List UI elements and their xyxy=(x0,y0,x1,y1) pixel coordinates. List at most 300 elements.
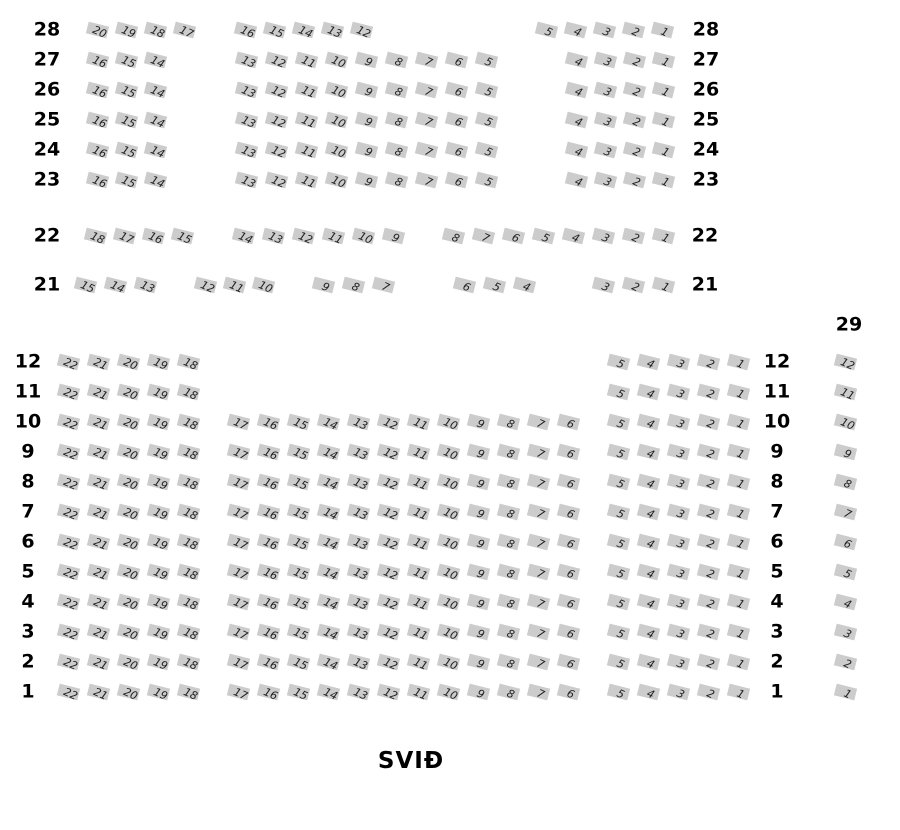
seat[interactable] xyxy=(557,624,580,641)
seat[interactable] xyxy=(475,82,498,99)
seat[interactable] xyxy=(325,82,348,99)
seat[interactable] xyxy=(177,414,200,431)
seat[interactable] xyxy=(232,228,255,245)
seat[interactable] xyxy=(622,22,645,39)
seat[interactable] xyxy=(235,172,258,189)
seat[interactable] xyxy=(637,564,660,581)
seat[interactable] xyxy=(607,384,630,401)
seat[interactable] xyxy=(322,228,345,245)
seat[interactable] xyxy=(637,654,660,671)
seat[interactable] xyxy=(727,624,750,641)
seat[interactable] xyxy=(445,112,468,129)
seat[interactable] xyxy=(194,277,217,294)
seat[interactable] xyxy=(727,564,750,581)
seat[interactable] xyxy=(86,22,109,39)
seat[interactable] xyxy=(177,444,200,461)
seat[interactable] xyxy=(697,474,720,491)
seat[interactable] xyxy=(527,504,550,521)
seat[interactable] xyxy=(607,414,630,431)
seat[interactable] xyxy=(607,624,630,641)
seat[interactable] xyxy=(147,474,170,491)
seat[interactable] xyxy=(623,172,646,189)
seat[interactable] xyxy=(442,228,465,245)
seat[interactable] xyxy=(147,384,170,401)
seat[interactable] xyxy=(727,654,750,671)
seat[interactable] xyxy=(57,384,80,401)
seat[interactable] xyxy=(287,564,310,581)
seat[interactable] xyxy=(317,624,340,641)
seat[interactable] xyxy=(227,474,250,491)
seat[interactable] xyxy=(377,444,400,461)
seat[interactable] xyxy=(227,654,250,671)
seat[interactable] xyxy=(177,564,200,581)
seat[interactable] xyxy=(535,22,558,39)
seat[interactable] xyxy=(355,112,378,129)
seat[interactable] xyxy=(377,684,400,701)
seat[interactable] xyxy=(497,684,520,701)
seat[interactable] xyxy=(467,504,490,521)
seat[interactable] xyxy=(177,654,200,671)
seat[interactable] xyxy=(295,52,318,69)
seat[interactable] xyxy=(727,384,750,401)
seat[interactable] xyxy=(527,474,550,491)
seat[interactable] xyxy=(147,684,170,701)
seat[interactable] xyxy=(385,52,408,69)
seat[interactable] xyxy=(834,624,857,641)
seat[interactable] xyxy=(235,142,258,159)
seat[interactable] xyxy=(527,684,550,701)
seat[interactable] xyxy=(177,624,200,641)
seat[interactable] xyxy=(407,624,430,641)
seat[interactable] xyxy=(147,444,170,461)
seat[interactable] xyxy=(142,228,165,245)
seat[interactable] xyxy=(565,82,588,99)
seat[interactable] xyxy=(117,624,140,641)
seat[interactable] xyxy=(223,277,246,294)
seat[interactable] xyxy=(355,82,378,99)
seat[interactable] xyxy=(407,474,430,491)
seat[interactable] xyxy=(235,112,258,129)
seat[interactable] xyxy=(347,684,370,701)
seat[interactable] xyxy=(667,444,690,461)
seat[interactable] xyxy=(295,112,318,129)
seat[interactable] xyxy=(697,684,720,701)
seat[interactable] xyxy=(86,52,109,69)
seat[interactable] xyxy=(607,684,630,701)
seat[interactable] xyxy=(86,82,109,99)
seat[interactable] xyxy=(235,82,258,99)
seat[interactable] xyxy=(377,534,400,551)
seat[interactable] xyxy=(437,594,460,611)
seat[interactable] xyxy=(445,82,468,99)
seat[interactable] xyxy=(607,534,630,551)
seat[interactable] xyxy=(637,534,660,551)
seat[interactable] xyxy=(557,474,580,491)
seat[interactable] xyxy=(147,354,170,371)
seat[interactable] xyxy=(377,414,400,431)
seat[interactable] xyxy=(437,564,460,581)
seat[interactable] xyxy=(592,228,615,245)
seat[interactable] xyxy=(834,684,857,701)
seat[interactable] xyxy=(622,228,645,245)
seat[interactable] xyxy=(177,684,200,701)
seat[interactable] xyxy=(87,534,110,551)
seat[interactable] xyxy=(87,684,110,701)
seat[interactable] xyxy=(355,142,378,159)
seat[interactable] xyxy=(557,564,580,581)
seat[interactable] xyxy=(697,564,720,581)
seat[interactable] xyxy=(147,654,170,671)
seat[interactable] xyxy=(321,22,344,39)
seat[interactable] xyxy=(57,654,80,671)
seat[interactable] xyxy=(113,228,136,245)
seat[interactable] xyxy=(527,624,550,641)
seat[interactable] xyxy=(385,172,408,189)
seat[interactable] xyxy=(252,277,275,294)
seat[interactable] xyxy=(652,52,675,69)
seat[interactable] xyxy=(475,172,498,189)
seat[interactable] xyxy=(325,172,348,189)
seat[interactable] xyxy=(527,414,550,431)
seat[interactable] xyxy=(727,504,750,521)
seat[interactable] xyxy=(87,444,110,461)
seat[interactable] xyxy=(347,654,370,671)
seat[interactable] xyxy=(317,534,340,551)
seat[interactable] xyxy=(475,112,498,129)
seat[interactable] xyxy=(637,594,660,611)
seat[interactable] xyxy=(347,444,370,461)
seat[interactable] xyxy=(667,564,690,581)
seat[interactable] xyxy=(117,564,140,581)
seat[interactable] xyxy=(257,654,280,671)
seat[interactable] xyxy=(171,228,194,245)
seat[interactable] xyxy=(312,277,335,294)
seat[interactable] xyxy=(147,624,170,641)
seat[interactable] xyxy=(497,594,520,611)
seat[interactable] xyxy=(144,82,167,99)
seat[interactable] xyxy=(144,112,167,129)
seat[interactable] xyxy=(227,504,250,521)
seat[interactable] xyxy=(377,594,400,611)
seat[interactable] xyxy=(727,354,750,371)
seat[interactable] xyxy=(727,594,750,611)
seat[interactable] xyxy=(593,22,616,39)
seat[interactable] xyxy=(467,414,490,431)
seat[interactable] xyxy=(385,142,408,159)
seat[interactable] xyxy=(117,444,140,461)
seat[interactable] xyxy=(385,82,408,99)
seat[interactable] xyxy=(557,534,580,551)
seat[interactable] xyxy=(235,52,258,69)
seat[interactable] xyxy=(407,654,430,671)
seat[interactable] xyxy=(652,82,675,99)
seat[interactable] xyxy=(527,534,550,551)
seat[interactable] xyxy=(607,474,630,491)
seat[interactable] xyxy=(382,228,405,245)
seat[interactable] xyxy=(637,684,660,701)
seat[interactable] xyxy=(667,534,690,551)
seat[interactable] xyxy=(445,172,468,189)
seat[interactable] xyxy=(502,228,525,245)
seat[interactable] xyxy=(377,654,400,671)
seat[interactable] xyxy=(144,52,167,69)
seat[interactable] xyxy=(385,112,408,129)
seat[interactable] xyxy=(437,504,460,521)
seat[interactable] xyxy=(637,624,660,641)
seat[interactable] xyxy=(257,594,280,611)
seat[interactable] xyxy=(467,564,490,581)
seat[interactable] xyxy=(697,534,720,551)
seat[interactable] xyxy=(834,444,857,461)
seat[interactable] xyxy=(347,414,370,431)
seat[interactable] xyxy=(407,684,430,701)
seat[interactable] xyxy=(834,564,857,581)
seat[interactable] xyxy=(697,414,720,431)
seat[interactable] xyxy=(117,534,140,551)
seat[interactable] xyxy=(377,564,400,581)
seat[interactable] xyxy=(74,277,97,294)
seat[interactable] xyxy=(325,112,348,129)
seat[interactable] xyxy=(257,474,280,491)
seat[interactable] xyxy=(147,534,170,551)
seat[interactable] xyxy=(87,474,110,491)
seat[interactable] xyxy=(372,277,395,294)
seat[interactable] xyxy=(564,22,587,39)
seat[interactable] xyxy=(317,594,340,611)
seat[interactable] xyxy=(557,414,580,431)
seat[interactable] xyxy=(227,414,250,431)
seat[interactable] xyxy=(607,654,630,671)
seat[interactable] xyxy=(325,52,348,69)
seat[interactable] xyxy=(445,52,468,69)
seat[interactable] xyxy=(117,654,140,671)
seat[interactable] xyxy=(475,52,498,69)
seat[interactable] xyxy=(265,142,288,159)
seat[interactable] xyxy=(623,112,646,129)
seat[interactable] xyxy=(834,384,857,401)
seat[interactable] xyxy=(415,172,438,189)
seat[interactable] xyxy=(227,444,250,461)
seat[interactable] xyxy=(667,684,690,701)
seat[interactable] xyxy=(317,414,340,431)
seat[interactable] xyxy=(257,444,280,461)
seat[interactable] xyxy=(263,22,286,39)
seat[interactable] xyxy=(622,277,645,294)
seat[interactable] xyxy=(117,354,140,371)
seat[interactable] xyxy=(86,142,109,159)
seat[interactable] xyxy=(565,142,588,159)
seat[interactable] xyxy=(287,474,310,491)
seat[interactable] xyxy=(347,504,370,521)
seat[interactable] xyxy=(667,474,690,491)
seat[interactable] xyxy=(347,564,370,581)
seat[interactable] xyxy=(287,624,310,641)
seat[interactable] xyxy=(623,142,646,159)
seat[interactable] xyxy=(697,504,720,521)
seat[interactable] xyxy=(257,684,280,701)
seat[interactable] xyxy=(697,444,720,461)
seat[interactable] xyxy=(437,624,460,641)
seat[interactable] xyxy=(117,504,140,521)
seat[interactable] xyxy=(415,112,438,129)
seat[interactable] xyxy=(147,564,170,581)
seat[interactable] xyxy=(415,52,438,69)
seat[interactable] xyxy=(352,228,375,245)
seat[interactable] xyxy=(557,654,580,671)
seat[interactable] xyxy=(287,534,310,551)
seat[interactable] xyxy=(177,384,200,401)
seat[interactable] xyxy=(497,444,520,461)
seat[interactable] xyxy=(115,172,138,189)
seat[interactable] xyxy=(407,444,430,461)
seat[interactable] xyxy=(437,444,460,461)
seat[interactable] xyxy=(57,594,80,611)
seat[interactable] xyxy=(347,534,370,551)
seat[interactable] xyxy=(667,654,690,671)
seat[interactable] xyxy=(87,624,110,641)
seat[interactable] xyxy=(497,564,520,581)
seat[interactable] xyxy=(592,277,615,294)
seat[interactable] xyxy=(834,474,857,491)
seat[interactable] xyxy=(483,277,506,294)
seat[interactable] xyxy=(227,534,250,551)
seat[interactable] xyxy=(347,594,370,611)
seat[interactable] xyxy=(607,504,630,521)
seat[interactable] xyxy=(637,474,660,491)
seat[interactable] xyxy=(144,22,167,39)
seat[interactable] xyxy=(117,474,140,491)
seat[interactable] xyxy=(532,228,555,245)
seat[interactable] xyxy=(834,414,857,431)
seat[interactable] xyxy=(437,654,460,671)
seat[interactable] xyxy=(607,444,630,461)
seat[interactable] xyxy=(562,228,585,245)
seat[interactable] xyxy=(257,504,280,521)
seat[interactable] xyxy=(637,384,660,401)
seat[interactable] xyxy=(115,112,138,129)
seat[interactable] xyxy=(262,228,285,245)
seat[interactable] xyxy=(117,384,140,401)
seat[interactable] xyxy=(57,504,80,521)
seat[interactable] xyxy=(287,654,310,671)
seat[interactable] xyxy=(177,534,200,551)
seat[interactable] xyxy=(57,624,80,641)
seat[interactable] xyxy=(607,354,630,371)
seat[interactable] xyxy=(467,654,490,671)
seat[interactable] xyxy=(295,142,318,159)
seat[interactable] xyxy=(57,444,80,461)
seat[interactable] xyxy=(57,534,80,551)
seat[interactable] xyxy=(697,654,720,671)
seat[interactable] xyxy=(594,112,617,129)
seat[interactable] xyxy=(557,594,580,611)
seat[interactable] xyxy=(342,277,365,294)
seat[interactable] xyxy=(87,504,110,521)
seat[interactable] xyxy=(557,444,580,461)
seat[interactable] xyxy=(667,594,690,611)
seat[interactable] xyxy=(287,414,310,431)
seat[interactable] xyxy=(407,504,430,521)
seat[interactable] xyxy=(652,112,675,129)
seat[interactable] xyxy=(667,384,690,401)
seat[interactable] xyxy=(637,414,660,431)
seat[interactable] xyxy=(527,564,550,581)
seat[interactable] xyxy=(317,504,340,521)
seat[interactable] xyxy=(727,534,750,551)
seat[interactable] xyxy=(594,142,617,159)
seat[interactable] xyxy=(87,414,110,431)
seat[interactable] xyxy=(727,474,750,491)
seat[interactable] xyxy=(87,354,110,371)
seat[interactable] xyxy=(84,228,107,245)
seat[interactable] xyxy=(265,52,288,69)
seat[interactable] xyxy=(697,354,720,371)
seat[interactable] xyxy=(637,444,660,461)
seat[interactable] xyxy=(57,684,80,701)
seat[interactable] xyxy=(317,444,340,461)
seat[interactable] xyxy=(697,594,720,611)
seat[interactable] xyxy=(117,594,140,611)
seat[interactable] xyxy=(317,684,340,701)
seat[interactable] xyxy=(652,228,675,245)
seat[interactable] xyxy=(177,504,200,521)
seat[interactable] xyxy=(607,564,630,581)
seat[interactable] xyxy=(292,228,315,245)
seat[interactable] xyxy=(227,624,250,641)
seat[interactable] xyxy=(292,22,315,39)
seat[interactable] xyxy=(834,354,857,371)
seat[interactable] xyxy=(437,684,460,701)
seat[interactable] xyxy=(227,594,250,611)
seat[interactable] xyxy=(57,414,80,431)
seat[interactable] xyxy=(347,624,370,641)
seat[interactable] xyxy=(287,444,310,461)
seat[interactable] xyxy=(377,474,400,491)
seat[interactable] xyxy=(834,594,857,611)
seat[interactable] xyxy=(437,534,460,551)
seat[interactable] xyxy=(467,624,490,641)
seat[interactable] xyxy=(467,594,490,611)
seat[interactable] xyxy=(437,414,460,431)
seat[interactable] xyxy=(57,354,80,371)
seat[interactable] xyxy=(295,82,318,99)
seat[interactable] xyxy=(497,534,520,551)
seat[interactable] xyxy=(115,142,138,159)
seat[interactable] xyxy=(115,82,138,99)
seat[interactable] xyxy=(467,444,490,461)
seat[interactable] xyxy=(355,52,378,69)
seat[interactable] xyxy=(177,354,200,371)
seat[interactable] xyxy=(287,504,310,521)
seat[interactable] xyxy=(497,474,520,491)
seat[interactable] xyxy=(652,277,675,294)
seat[interactable] xyxy=(637,504,660,521)
seat[interactable] xyxy=(467,534,490,551)
seat[interactable] xyxy=(497,504,520,521)
seat[interactable] xyxy=(86,172,109,189)
seat[interactable] xyxy=(415,142,438,159)
seat[interactable] xyxy=(652,142,675,159)
seat[interactable] xyxy=(377,624,400,641)
seat[interactable] xyxy=(257,534,280,551)
seat[interactable] xyxy=(697,384,720,401)
seat[interactable] xyxy=(527,654,550,671)
seat[interactable] xyxy=(453,277,476,294)
seat[interactable] xyxy=(651,22,674,39)
seat[interactable] xyxy=(325,142,348,159)
seat[interactable] xyxy=(377,504,400,521)
seat[interactable] xyxy=(407,414,430,431)
